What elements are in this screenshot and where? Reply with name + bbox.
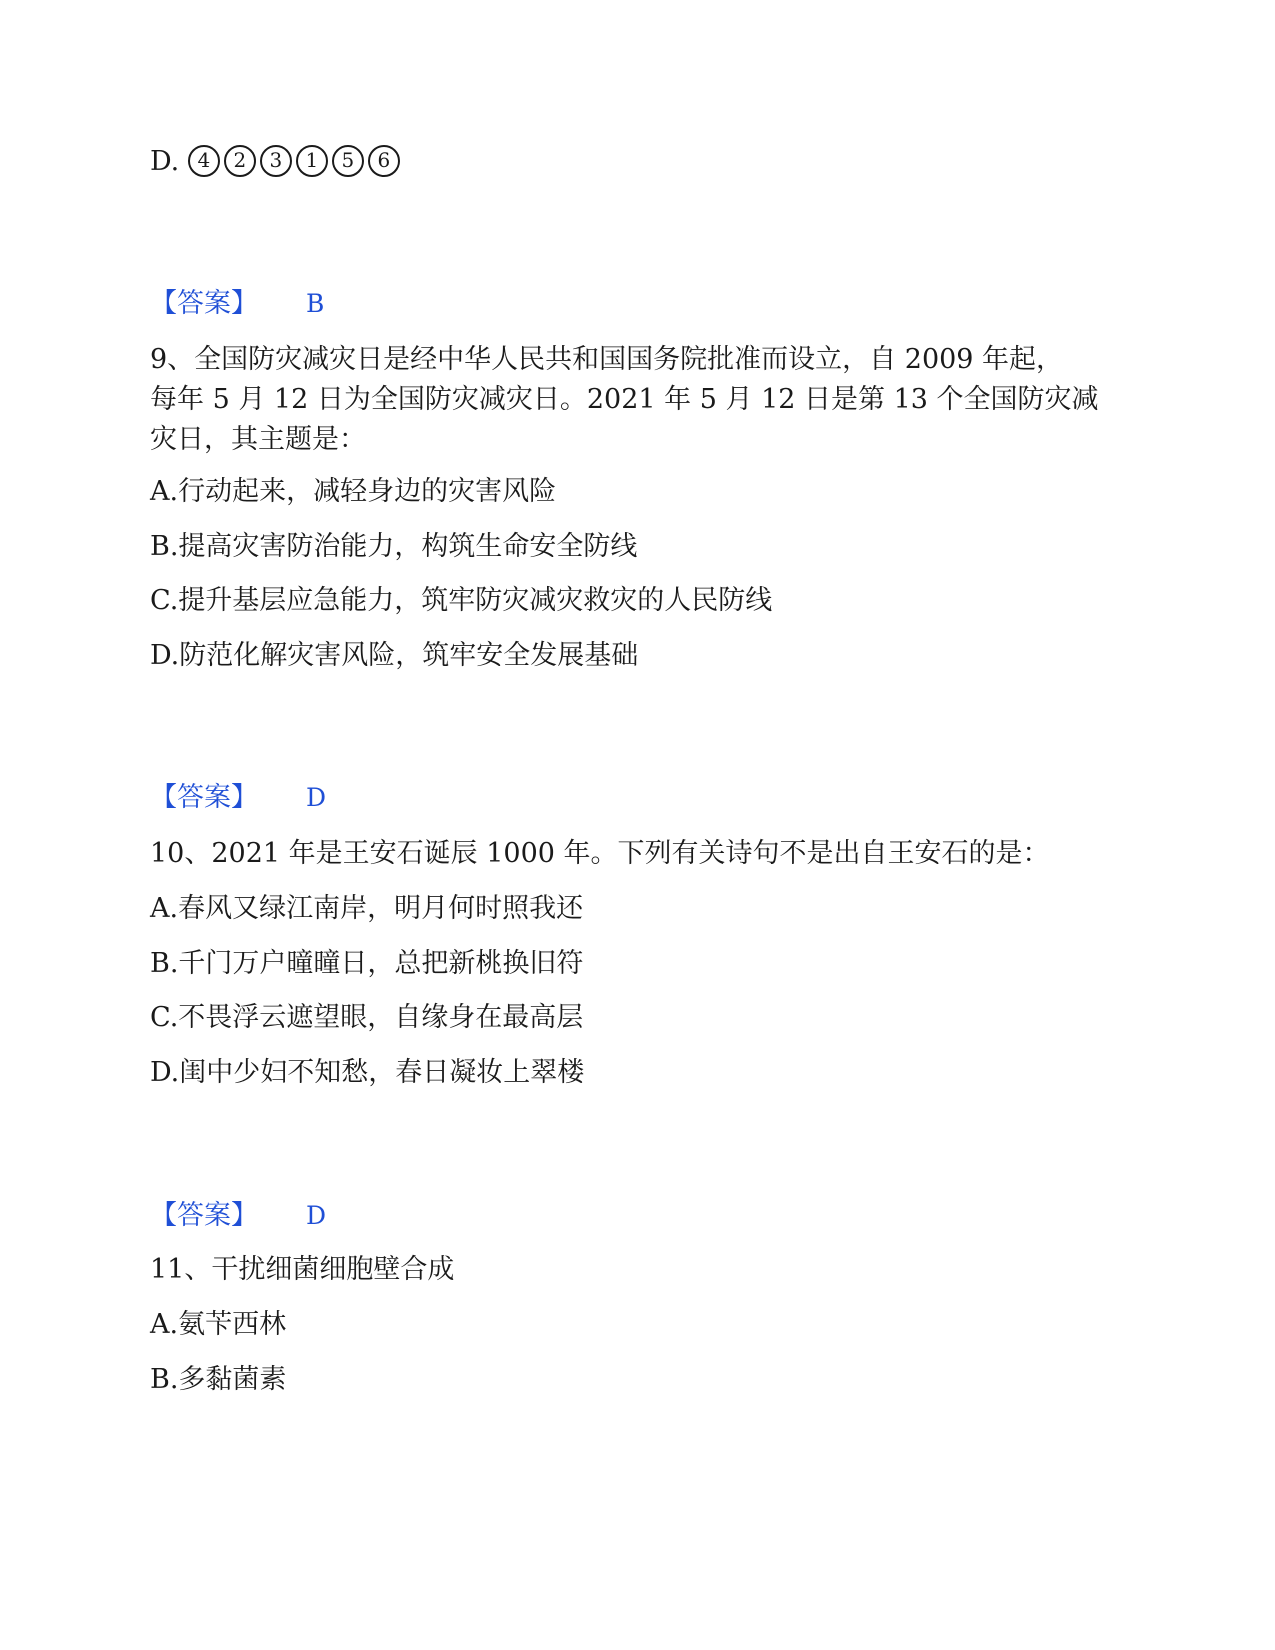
q8-option-d-prefix: D. bbox=[150, 146, 180, 177]
q11-option-b: B.多黏菌素 bbox=[150, 1364, 287, 1395]
q10-option-d: D.闺中少妇不知愁，春日凝妆上翠楼 bbox=[150, 1057, 585, 1088]
q9-stem-line1: 9、全国防灾减灾日是经中华人民共和国国务院批准而设立，自 2009 年起， bbox=[150, 344, 1064, 375]
answer-q8 bbox=[150, 286, 324, 322]
q10-option-c: C.不畏浮云遮望眼，自缘身在最高层 bbox=[150, 1002, 584, 1033]
q9-option-d: D.防范化解灾害风险，筑牢安全发展基础 bbox=[150, 640, 639, 671]
answer-label: 【答案】 bbox=[150, 1200, 258, 1231]
q10-stem: 10、2021 年是王安石诞辰 1000 年。下列有关诗句不是出自王安石的是： bbox=[150, 838, 1050, 869]
question-9 bbox=[150, 340, 1110, 460]
q9-option-a: A.行动起来，减轻身边的灾害风险 bbox=[150, 476, 557, 507]
q9-stem-line3: 灾日，其主题是： bbox=[150, 424, 366, 455]
q9-stem-line2: 每年 5 月 12 日为全国防灾减灾日。2021 年 5 月 12 日是第 13 个全国防灾减 bbox=[150, 384, 1099, 415]
q9-option-b: B.提高灾害防治能力，构筑生命安全防线 bbox=[150, 531, 638, 562]
circled-number: 6 bbox=[368, 145, 400, 177]
q8-option-d bbox=[150, 144, 404, 180]
answer-value: D bbox=[306, 783, 327, 812]
answer-value: D bbox=[306, 1201, 327, 1230]
q10-option-b: B.千门万户曈曈日，总把新桃换旧符 bbox=[150, 948, 584, 979]
circled-number: 3 bbox=[260, 145, 292, 177]
answer-q9 bbox=[150, 780, 326, 816]
circled-number: 5 bbox=[332, 145, 364, 177]
answer-q10 bbox=[150, 1198, 326, 1234]
q11-stem: 11、干扰细菌细胞壁合成 bbox=[150, 1254, 455, 1285]
answer-label: 【答案】 bbox=[150, 782, 258, 813]
circled-number: 4 bbox=[188, 145, 220, 177]
q9-option-c: C.提升基层应急能力，筑牢防灾减灾救灾的人民防线 bbox=[150, 585, 773, 616]
circled-number: 2 bbox=[224, 145, 256, 177]
q10-option-a: A.春风又绿江南岸，明月何时照我还 bbox=[150, 893, 584, 924]
circled-number: 1 bbox=[296, 145, 328, 177]
q11-option-a: A.氨苄西林 bbox=[150, 1309, 287, 1340]
answer-value: B bbox=[306, 289, 325, 318]
answer-label: 【答案】 bbox=[150, 288, 258, 319]
